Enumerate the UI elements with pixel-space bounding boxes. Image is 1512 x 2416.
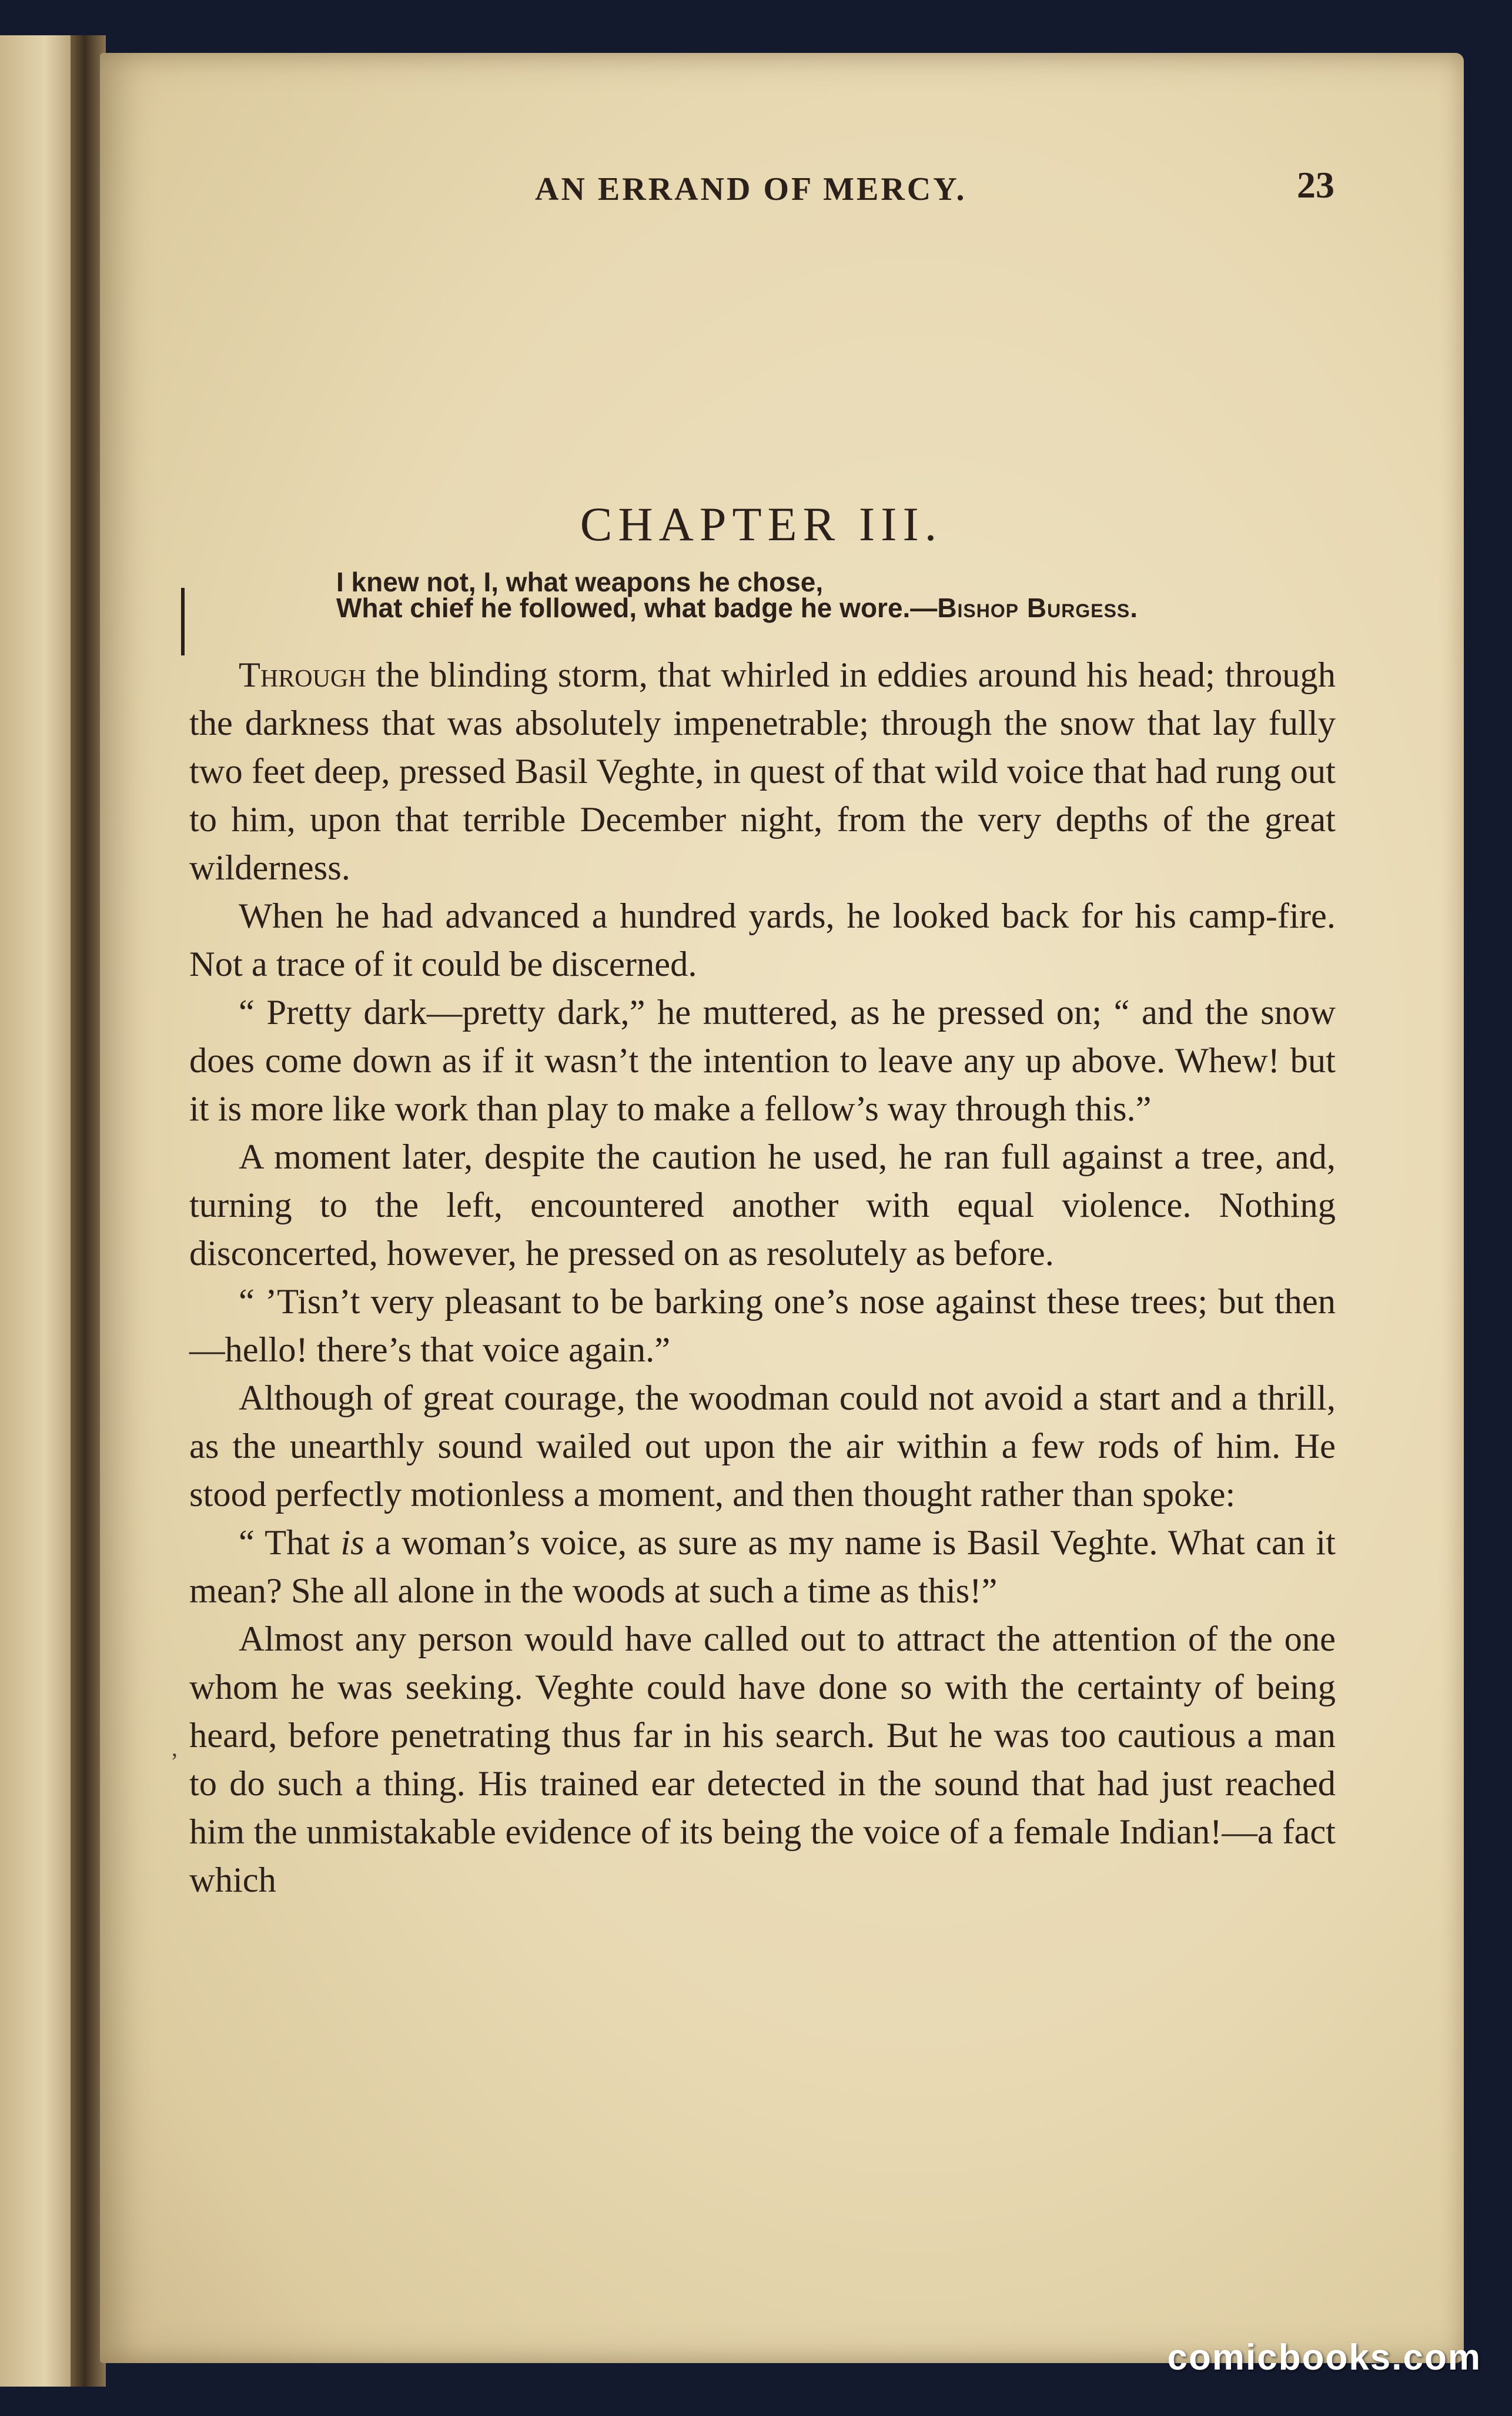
margin-tick: ‚ [170,1735,179,1761]
facing-page-edge [0,35,82,2387]
paragraph-8: Almost any person would have called out to attract the attention of the one whom he was seeking. Veghte could have done so with the certainty of being heard, before penetrating thus far in his search. But he was too cautious a man to do such a thing. His trained ear detected in the sound that had just reached him the unmistakable evidence of its being the voice of a female Indian!—a fact which [189,1619,1336,1900]
paragraph-7 [189,1519,1336,1615]
epigraph-line-2-text: What chief he followed, what badge he wore.— [336,593,938,623]
paragraph-3: “ Pretty dark—pretty dark,” he muttered, as he pressed on; “ and the snow does come down as if it wasn’t the intention to leave any up above. Whew! but it is more like work than play to make a fellow’s way through this.” [189,993,1336,1129]
paragraph-7-start: “ That [239,1523,341,1562]
paragraph-5: “ ’Tisn’t very pleasant to be barking one’s nose against these trees; but then—hello! there’s that voice again.” [189,1282,1336,1370]
paragraph-2: When he had advanced a hundred yards, he looked back for his camp-fire. Not a trace of it could be discerned. [189,896,1336,984]
chapter-title: CHAPTER III. [580,497,943,551]
epigraph-line-2 [336,595,1347,621]
epigraph-line-1: I knew not, I, what weapons he chose, [336,567,824,597]
paragraph-1-text: the blinding storm, that whirled in eddies around his head; through the darkness that was absolutely impenetrable; through the snow that lay fully two feet deep, pressed Basil Veghte, in quest of that wild voice that had rung out to him, upon that terrible December night, from the very depths of the great wilderness. [189,655,1336,888]
watermark: comicbooks.com [1167,2337,1481,2378]
body-text [189,651,1336,1905]
running-head: AN ERRAND OF MERCY. [535,171,967,208]
margin-mark [181,588,185,655]
paragraph-1 [189,651,1336,892]
paragraph-4: A moment later, despite the caution he used, he ran full against a tree, and, turning to the left, encountered another with equal violence. Nothing disconcerted, however, he pressed on as resolutely as before. [189,1137,1336,1273]
paragraph-1-lead: Through [239,655,366,695]
paragraph-7-end: a woman’s voice, as sure as my name is Basil Veghte. What can it mean? She all alone in the woods at such a time as this!” [189,1523,1336,1611]
page-number: 23 [1297,164,1334,206]
paragraph-6: Although of great courage, the woodman could not avoid a start and a thrill, as the unearthly sound wailed out upon the air within a few rods of him. He stood perfectly motionless a moment, and then thought rather than spoke: [189,1378,1336,1514]
epigraph [336,569,1347,621]
paragraph-7-emphasis: is [340,1523,364,1562]
epigraph-attribution: Bishop Burgess. [937,593,1139,623]
